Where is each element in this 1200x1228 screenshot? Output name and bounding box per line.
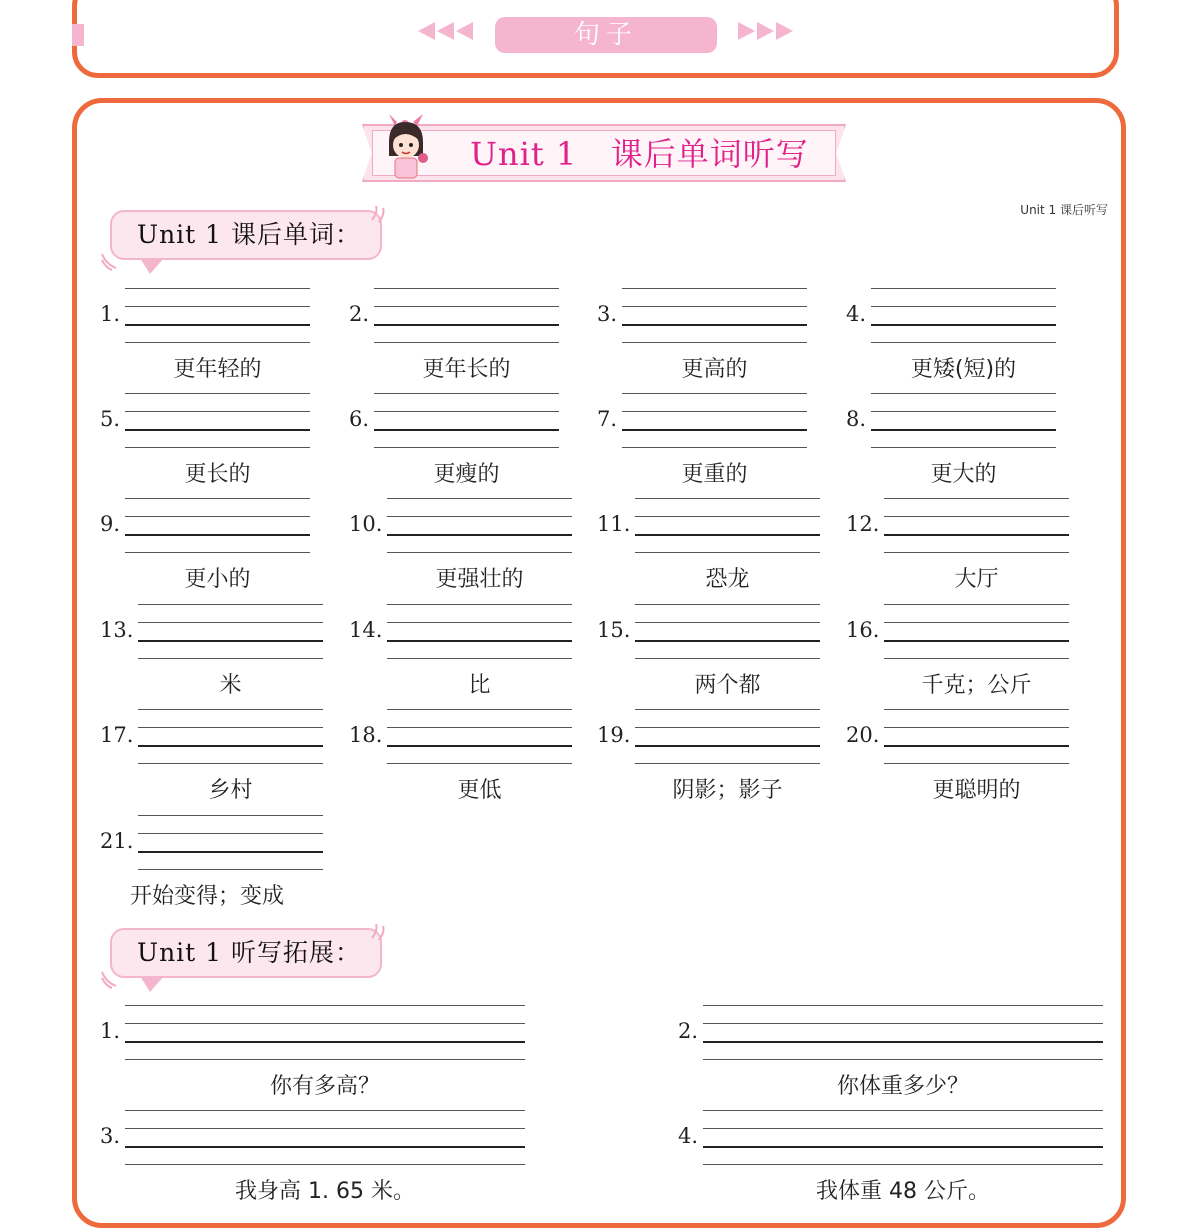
word-meaning: 两个都	[694, 673, 761, 698]
page-title: Unit 1 课后单词听写	[470, 135, 809, 173]
word-meaning: 阴影；影子	[672, 778, 783, 803]
word-writing-lines[interactable]	[125, 498, 310, 554]
words-heading: Unit 1 课后单词：	[137, 220, 362, 249]
word-meaning: 比	[468, 673, 491, 698]
word-number: 6.	[349, 407, 370, 431]
word-meaning: 更矮(短)的	[910, 357, 1017, 382]
sentence-meaning: 你体重多少？	[836, 1074, 969, 1099]
word-writing-lines[interactable]	[387, 604, 572, 660]
sentence-number: 3.	[100, 1124, 121, 1148]
sentence-writing-lines[interactable]	[703, 1110, 1103, 1166]
sentence-meaning: 我身高 1. 65 米。	[235, 1179, 415, 1204]
word-number: 12.	[846, 512, 880, 536]
word-meaning: 开始变得；变成	[130, 884, 285, 909]
word-writing-lines[interactable]	[884, 604, 1069, 660]
word-writing-lines[interactable]	[635, 604, 820, 660]
decoration-icon	[370, 202, 392, 224]
edge-tab-marker	[72, 24, 84, 46]
word-meaning: 更年轻的	[173, 357, 262, 382]
word-writing-lines[interactable]	[125, 393, 310, 449]
word-number: 16.	[846, 618, 880, 642]
extension-heading: Unit 1 听写拓展：	[137, 938, 362, 967]
sentence-writing-lines[interactable]	[125, 1110, 525, 1166]
word-writing-lines[interactable]	[138, 709, 323, 765]
word-number: 9.	[100, 512, 121, 536]
word-writing-lines[interactable]	[635, 709, 820, 765]
word-writing-lines[interactable]	[387, 709, 572, 765]
word-meaning: 更长的	[184, 462, 251, 487]
word-meaning: 更高的	[681, 357, 748, 382]
word-number: 13.	[100, 618, 134, 642]
word-meaning: 乡村	[208, 778, 253, 803]
word-meaning: 米	[219, 673, 242, 698]
left-arrows-icon	[418, 22, 473, 48]
word-writing-lines[interactable]	[138, 604, 323, 660]
word-number: 10.	[349, 512, 383, 536]
decoration-icon	[370, 920, 392, 942]
word-meaning: 更年长的	[422, 357, 511, 382]
word-writing-lines[interactable]	[871, 393, 1056, 449]
word-writing-lines[interactable]	[138, 815, 323, 871]
sentence-meaning: 你有多高？	[269, 1074, 380, 1099]
word-number: 20.	[846, 723, 880, 747]
sentence-number: 4.	[678, 1124, 699, 1148]
header-note: Unit 1 课后听写	[1020, 203, 1108, 217]
word-number: 2.	[349, 302, 370, 326]
word-meaning: 更瘦的	[433, 462, 500, 487]
word-meaning: 更强壮的	[435, 567, 524, 592]
word-meaning: 更重的	[681, 462, 748, 487]
word-writing-lines[interactable]	[374, 288, 559, 344]
word-number: 14.	[349, 618, 383, 642]
word-writing-lines[interactable]	[635, 498, 820, 554]
sentence-meaning: 我体重 48 公斤。	[816, 1179, 990, 1204]
word-meaning: 更聪明的	[932, 778, 1021, 803]
sentence-number: 2.	[678, 1019, 699, 1043]
word-writing-lines[interactable]	[622, 288, 807, 344]
word-writing-lines[interactable]	[884, 709, 1069, 765]
word-number: 15.	[597, 618, 631, 642]
word-writing-lines[interactable]	[125, 288, 310, 344]
word-number: 18.	[349, 723, 383, 747]
sentence-writing-lines[interactable]	[703, 1005, 1103, 1061]
word-number: 5.	[100, 407, 121, 431]
words-heading-tail	[140, 258, 164, 274]
girl-mascot-icon	[383, 112, 437, 184]
word-number: 8.	[846, 407, 867, 431]
decoration-icon	[100, 250, 122, 272]
word-writing-lines[interactable]	[871, 288, 1056, 344]
sentence-banner: 句子	[495, 17, 717, 53]
sentence-writing-lines[interactable]	[125, 1005, 525, 1061]
sentence-number: 1.	[100, 1019, 121, 1043]
word-meaning: 大厅	[954, 567, 999, 592]
word-number: 7.	[597, 407, 618, 431]
word-number: 11.	[597, 512, 631, 536]
word-number: 21.	[100, 829, 134, 853]
word-meaning: 更小的	[184, 567, 251, 592]
word-meaning: 千克；公斤	[921, 673, 1032, 698]
word-writing-lines[interactable]	[884, 498, 1069, 554]
word-number: 1.	[100, 302, 121, 326]
word-writing-lines[interactable]	[387, 498, 572, 554]
word-writing-lines[interactable]	[622, 393, 807, 449]
word-meaning: 更大的	[930, 462, 997, 487]
word-number: 3.	[597, 302, 618, 326]
word-number: 4.	[846, 302, 867, 326]
word-meaning: 更低	[457, 778, 502, 803]
word-number: 17.	[100, 723, 134, 747]
word-meaning: 恐龙	[705, 567, 750, 592]
right-arrows-icon	[738, 22, 793, 48]
extension-heading-tail	[140, 976, 164, 992]
decoration-icon	[100, 968, 122, 990]
word-number: 19.	[597, 723, 631, 747]
word-writing-lines[interactable]	[374, 393, 559, 449]
